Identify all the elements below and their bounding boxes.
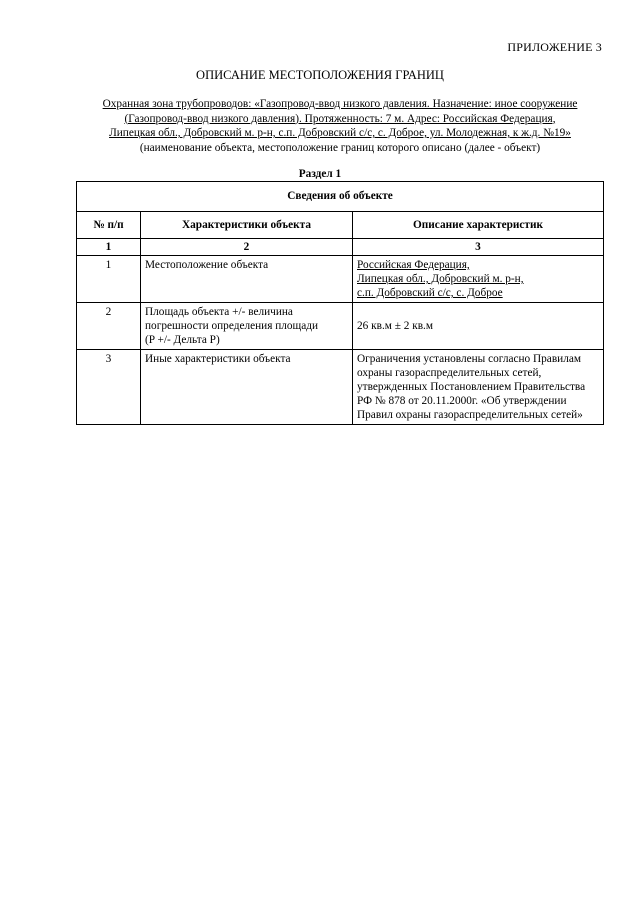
characteristic-line: Иные характеристики объекта: [145, 353, 291, 365]
section-label: Раздел 1: [298, 168, 342, 180]
table-row: [77, 350, 604, 425]
description-line: с.п. Добровский с/с, с. Доброе: [357, 287, 503, 299]
column-number: 3: [353, 239, 604, 256]
object-info-table: [76, 181, 604, 425]
table-caption: Сведения об объекте: [77, 182, 604, 212]
table-row: [77, 256, 604, 303]
document-title: ОПИСАНИЕ МЕСТОПОЛОЖЕНИЯ ГРАНИЦ: [196, 68, 444, 82]
object-line: (Газопровод-ввод низкого давления). Протяженность: 7 м. Адрес: Российская Федерация,: [124, 112, 556, 125]
object-note: (наименование объекта, местоположение границ которого описано (далее - объект): [139, 141, 541, 154]
table-row: [77, 303, 604, 350]
description-line: Ограничения установлены согласно Правилам: [357, 353, 582, 365]
appendix-label: ПРИЛОЖЕНИЕ 3: [507, 40, 602, 54]
characteristic-line: Местоположение объекта: [145, 259, 269, 271]
description-line: Российская Федерация,: [357, 259, 470, 271]
column-number: 1: [77, 239, 141, 256]
object-line: Липецкая обл., Добровский м. р-н, с.п. Добровский с/с, с. Доброе, ул. Молодежная, к ж.д. №19»: [109, 127, 571, 139]
row-number: 2: [77, 303, 141, 350]
row-description: [353, 256, 604, 303]
column-number: 2: [141, 239, 353, 256]
characteristic-line: (P +/- Дельта P): [145, 334, 220, 346]
row-description: [353, 350, 604, 425]
description-line: утвержденных Постановлением Правительства: [357, 381, 586, 393]
object-description: [76, 97, 604, 155]
characteristic-line: Площадь объекта +/- величина: [145, 306, 293, 318]
row-description: [353, 303, 604, 350]
description-line: 26 кв.м ± 2 кв.м: [357, 320, 434, 332]
row-characteristic: [141, 303, 353, 350]
object-line: Охранная зона трубопроводов: «Газопровод-ввод низкого давления. Назначение: иное сооружение: [102, 98, 578, 110]
row-number: 3: [77, 350, 141, 425]
header-number: № п/п: [77, 212, 141, 239]
characteristic-line: погрешности определения площади: [145, 320, 319, 332]
description-line: охраны газораспределительных сетей,: [357, 367, 542, 379]
description-line: Правил охраны газораспределительных сетей»: [357, 409, 583, 421]
header-description: Описание характеристик: [353, 212, 604, 239]
description-line: Липецкая обл., Добровский м. р-н,: [357, 273, 524, 285]
row-characteristic: [141, 256, 353, 303]
row-number: 1: [77, 256, 141, 303]
row-characteristic: [141, 350, 353, 425]
header-characteristic: Характеристики объекта: [141, 212, 353, 239]
description-line: РФ № 878 от 20.11.2000г. «Об утверждении: [357, 395, 567, 407]
